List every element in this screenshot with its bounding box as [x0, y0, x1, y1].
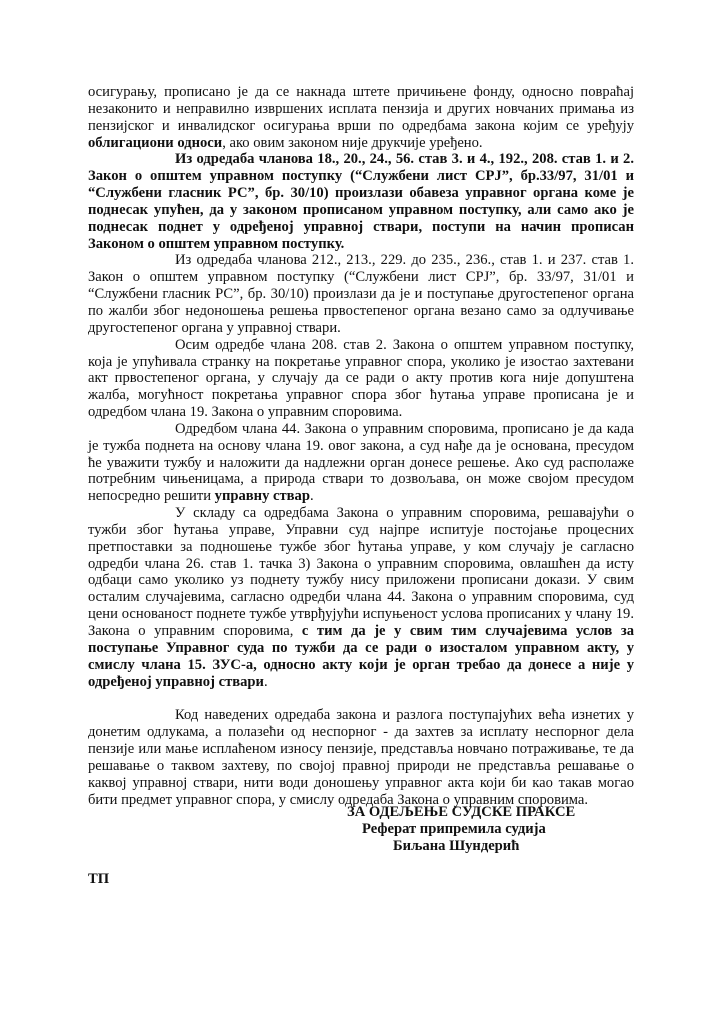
paragraph	[88, 337, 634, 421]
author-initials: ТП	[88, 871, 110, 887]
paragraph-text-bold: облигациони односи	[88, 134, 223, 151]
signature-name: Биљана Шундерић	[393, 838, 520, 854]
paragraph-text: Осим одредбе члана 208. став 2. Закона о општем управном поступку, која је упућивала странку на покретање управног спора, уколико је изостао захтевани акт првостепеног органа, у случају да се ради о акту против кога није допуштена жалба, могућност покретања управног спора због ћутања управе прописана је и одредбом члана 19. Закона о управним споровима.	[88, 336, 634, 421]
paragraph	[88, 252, 634, 336]
paragraph-text: осигурању, прописано је да се накнада штете причињене фонду, односно повраћај незаконито и неправилно извршених исплата пензија и других новчаних примања из пензијског и инвалидског осигурања врши по одредбама закона којим се уређују	[88, 84, 634, 134]
paragraph	[88, 84, 634, 151]
paragraph-text: , ако овим законом није друкчије уређено.	[222, 134, 483, 151]
signature-prepared-by: Реферат припремила судија	[362, 821, 546, 837]
paragraph	[88, 151, 634, 252]
paragraph	[88, 505, 634, 690]
document-body	[88, 84, 634, 808]
paragraph-text: Одредбом члана 44. Закона о управним споровима, прописано је да када је тужба поднета на основу члана 19. овог закона, а суд нађе да је основана, пресудом ће уважити тужбу и наложити да надлежни орган донесе решење. Ако суд располаже потребним чињеницама, а природа ствари то дозвољава, он може својом пресудом непосредно решити	[88, 420, 634, 505]
paragraph-text: .	[263, 673, 268, 690]
paragraph-text: .	[309, 488, 314, 505]
paragraph	[88, 707, 634, 808]
paragraph-text: Из одредаба чланова 212., 213., 229. до 235., 236., став 1. и 237. став 1. Закон о општем управном поступку (“Службени лист СРЈ”, бр. 33/97, 31/01 и “Службени гласник РС”, бр. 30/10) произлази да је и поступање другостепеног органа по жалби због недоношења решења првостепеног органа везано само за одлучивање другостепеног органа у управној ствари.	[88, 252, 634, 336]
paragraph	[88, 421, 634, 505]
paragraph-text-bold: с тим да је у свим тим случајевима услов за поступање Управног суда по тужби да се ради о изосталом управном акту, у смислу члана 15. ЗУС-а, односно акту који је орган требао да донесе а није у одређеној управној ствари	[88, 623, 634, 690]
paragraph-text: Код наведених одредаба закона и разлога поступајућих већа изнетих у донетим одлукама, а полазећи од неспорног - да захтев за исплату неспорног дела пензије или мање исплаћеном износу пензије, представља новчано потраживање, те да решавање о таквом захтеву, по својој правној природи не представља решавање о каквој управној ствари, нити води доношењу управног акта који би као такав могао бити предмет управног спора, у смислу одредаба Закона о управним споровима.	[88, 707, 634, 808]
paragraph-text-bold: Из одредаба чланова 18., 20., 24., 56. став 3. и 4., 192., 208. став 1. и 2. Закон о општем управном поступку (“Службени лист СРЈ”, бр.33/97, 31/01 и “Службени гласник РС”, бр. 30/10) произлази обавеза управног органа коме је поднесак упућен, да у законом прописаном управном поступку, али само ако је поднесак поднет у одређеној управној ствари, поступи на начин прописан Законом о општем управном поступку.	[88, 151, 634, 252]
signature-department: ЗА ОДЕЉЕЊЕ СУДСКЕ ПРАКСЕ	[347, 804, 576, 820]
paragraph-text-bold: управну ствар	[214, 488, 310, 505]
paragraph-text: У складу са одредбама Закона о управним споровима, решавајући о тужби због ћутања управе, Управни суд најпре испитује постојање процесних претпоставки за подношење тужбе због ћутања управе, у ком случају је сагласно одредби члана 26. став 1. тачка 3) Закона о управним споровима, овлашћен да исту одбаци само уколико уз поднету тужбу нису приложени прописани докази. У свим осталим случајевима, сагласно одредби члана 44. Закона о управним споровима, суд цени основаност поднете тужбе утврђујући испуњеност услова прописаних у члану 19. Закона о управним споровима,	[88, 505, 634, 639]
